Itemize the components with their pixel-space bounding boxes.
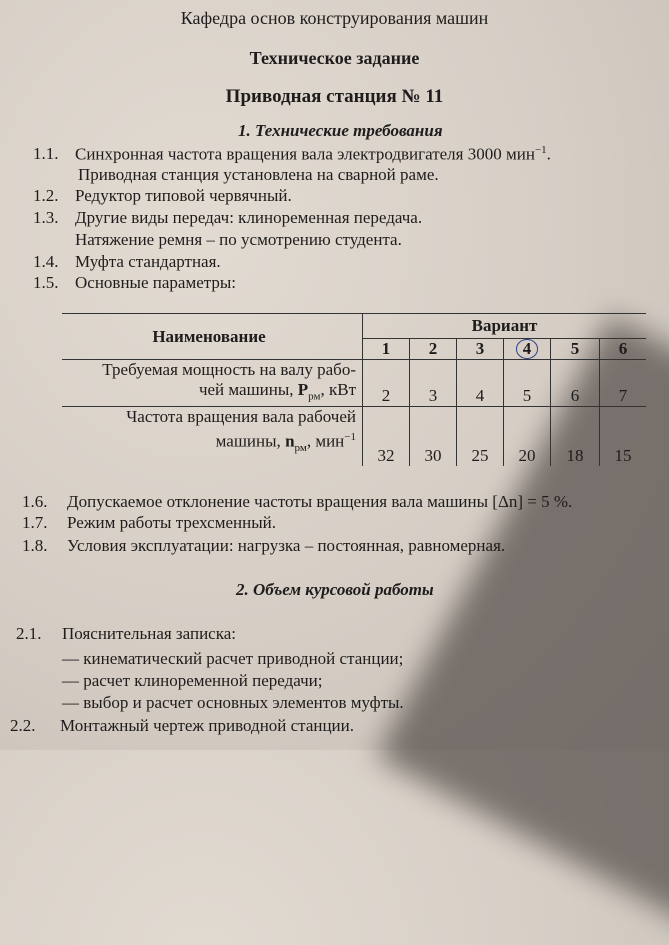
table-row	[62, 407, 646, 467]
item-num: 1.8.	[22, 536, 48, 555]
cell: 2	[363, 360, 410, 407]
cell: 3	[410, 360, 457, 407]
item-text: Синхронная частота вращения вала электродвигателя 3000 мин$^{-1}$.	[75, 144, 551, 164]
cell: 20	[504, 407, 551, 467]
item-text: Условия эксплуатации: нагрузка – постоянная, равномерная.	[67, 536, 506, 555]
item-text: Основные параметры:	[75, 273, 237, 292]
cell: 7	[600, 360, 647, 407]
item-text: Муфта стандартная.	[75, 252, 221, 271]
cell: 5	[504, 360, 551, 407]
variant-3: 3	[457, 339, 504, 360]
variant-header: Вариант	[363, 314, 647, 339]
cell: 32	[363, 407, 410, 467]
item-text: Другие виды передач: клиноременная передача.	[75, 208, 423, 227]
variant-4-selected	[504, 339, 551, 360]
section1-heading: 1. Технические требования	[238, 121, 443, 140]
row-name: Требуемая мощность на валу рабо- чей машины, $P_{рм}$, кВт	[62, 360, 363, 407]
section2-heading: 2. Объем курсовой работы	[236, 580, 434, 599]
variant-1: 1	[363, 339, 410, 360]
cell: 30	[410, 407, 457, 467]
department: Кафедра основ конструирования машин	[180, 8, 489, 28]
cell: 4	[457, 360, 504, 407]
name-header: Наименование	[62, 314, 363, 360]
handwritten-circle: 4	[516, 339, 539, 359]
item-num: 2.2.	[10, 716, 36, 735]
item-text: Приводная станция установлена на сварной раме.	[78, 165, 439, 184]
item-num: 1.2.	[33, 186, 59, 205]
cell: 18	[551, 407, 600, 467]
cell: 25	[457, 407, 504, 467]
cell: 15	[600, 407, 647, 467]
item-num: 1.3.	[33, 208, 59, 227]
doc-type: Техническое задание	[249, 48, 420, 68]
variant-6: 6	[600, 339, 647, 360]
item-text: Пояснительная записка:	[62, 624, 236, 643]
item-text: — выбор и расчет основных элементов муфты.	[62, 693, 404, 712]
item-text: Режим работы трехсменный.	[67, 513, 276, 532]
variant-5: 5	[551, 339, 600, 360]
item-num: 1.1.	[33, 144, 59, 163]
item-num: 1.4.	[33, 252, 59, 271]
item-num: 1.6.	[22, 492, 48, 511]
item-num: 1.7.	[22, 513, 48, 532]
item-num: 1.5.	[33, 273, 59, 292]
cell: 6	[551, 360, 600, 407]
item-num: 2.1.	[16, 624, 42, 643]
item-text: — расчет клиноременной передачи;	[62, 671, 323, 690]
item-text: — кинематический расчет приводной станции;	[62, 649, 404, 668]
table-row	[62, 360, 646, 407]
item-text: Редуктор типовой червячный.	[75, 186, 292, 205]
variant-2: 2	[410, 339, 457, 360]
parameters-table	[62, 313, 646, 466]
item-text: Допускаемое отклонение частоты вращения вала машины [Δn] = 5 %.	[67, 492, 573, 511]
item-text: Натяжение ремня – по усмотрению студента.	[75, 230, 402, 249]
item-text: Монтажный чертеж приводной станции.	[60, 716, 355, 735]
page-title: Приводная станция № 11	[225, 86, 444, 107]
row-name: Частота вращения вала рабочей машины, $n_{рм}$, мин$^{-1}$	[62, 407, 363, 467]
